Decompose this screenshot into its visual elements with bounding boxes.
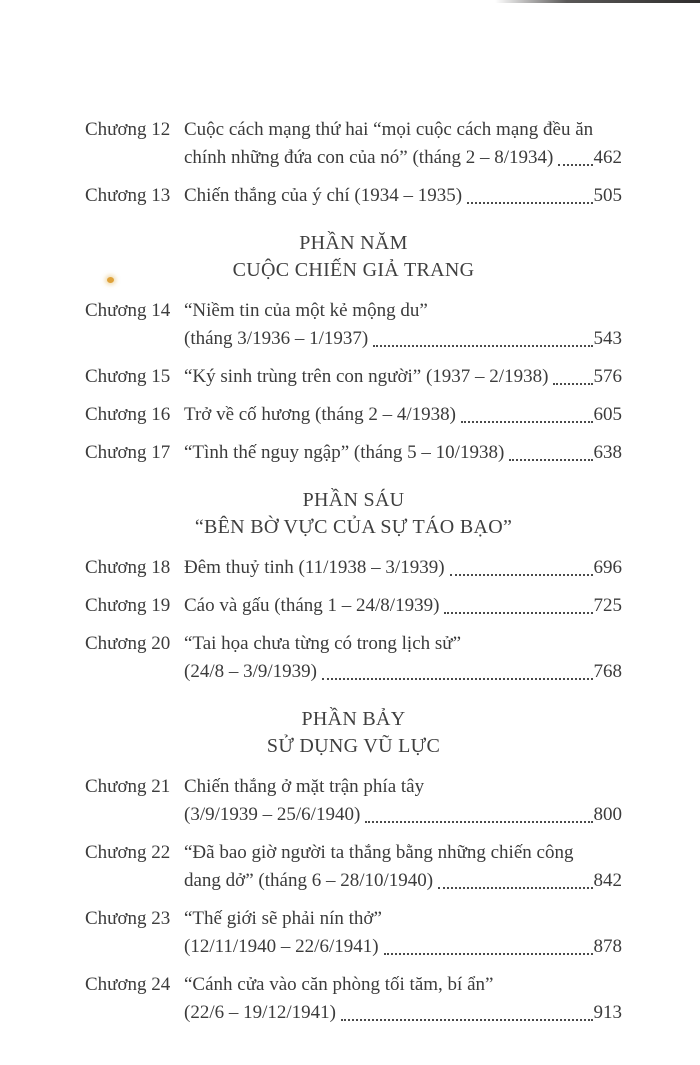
section-heading (85, 487, 622, 541)
toc-line (184, 592, 622, 620)
chapter-title-text: dang dở” (tháng 6 – 28/10/1940) (184, 870, 434, 891)
chapter-title-text: “Tình thế nguy ngập” (tháng 5 – 10/1938) (184, 442, 505, 463)
chapter-title-text: (12/11/1940 – 22/6/1941) (184, 936, 379, 957)
chapter-label: Chương 20 (85, 633, 171, 654)
chapter-title-column (184, 363, 622, 391)
dot-leader (461, 421, 593, 423)
chapter-title-text: “Thế giới sẽ phải nín thở” (184, 908, 382, 929)
chapter-title-column (184, 839, 622, 895)
toc-line (184, 439, 622, 467)
chapter-label: Chương 17 (85, 442, 171, 463)
toc-line (184, 401, 622, 429)
toc-line (184, 773, 622, 801)
toc-entry (85, 439, 622, 467)
toc-entry (85, 297, 622, 353)
chapter-title-column (184, 439, 622, 467)
toc-line (184, 182, 622, 210)
toc-entry (85, 971, 622, 1027)
chapter-title-text: “Ký sinh trùng trên con người” (1937 – 2/1938) (184, 366, 549, 387)
toc-entry (85, 363, 622, 391)
chapter-title-text: “Đã bao giờ người ta thắng bằng những chiến công (184, 842, 574, 863)
toc-line (184, 658, 622, 686)
dot-leader (373, 345, 592, 347)
page-number: 605 (593, 404, 622, 425)
chapter-label: Chương 12 (85, 119, 171, 140)
toc-line (184, 630, 622, 658)
chapter-title-column (184, 971, 622, 1027)
chapter-label: Chương 13 (85, 185, 171, 206)
chapter-title-text: Chiến thắng của ý chí (1934 – 1935) (184, 185, 463, 206)
chapter-title-column (184, 297, 622, 353)
toc-line (184, 999, 622, 1027)
toc-entry (85, 773, 622, 829)
chapter-title-text: Cáo và gấu (tháng 1 – 24/8/1939) (184, 595, 440, 616)
chapter-label: Chương 24 (85, 974, 171, 995)
toc-entry (85, 839, 622, 895)
dot-leader (553, 383, 592, 385)
toc-line (184, 867, 622, 895)
section-heading (85, 230, 622, 284)
chapter-label: Chương 22 (85, 842, 171, 863)
page-number: 505 (593, 185, 622, 206)
chapter-label: Chương 19 (85, 595, 171, 616)
chapter-title-text: (22/6 – 19/12/1941) (184, 1002, 336, 1023)
dot-leader (341, 1019, 593, 1021)
chapter-title-column (184, 182, 622, 210)
page-number: 576 (593, 366, 622, 387)
chapter-label: Chương 18 (85, 557, 171, 578)
toc-line (184, 839, 622, 867)
chapter-title-text: Đêm thuỷ tinh (11/1938 – 3/1939) (184, 557, 445, 578)
toc-entry (85, 554, 622, 582)
chapter-title-column (184, 592, 622, 620)
chapter-label: Chương 15 (85, 366, 171, 387)
page-number: 913 (593, 1002, 622, 1023)
section-heading-line: PHẦN SÁU (302, 489, 405, 511)
toc-line (184, 554, 622, 582)
toc-entry (85, 116, 622, 172)
toc-entry (85, 905, 622, 961)
page-number: 768 (593, 661, 622, 682)
page-number: 725 (593, 595, 622, 616)
toc-line (184, 116, 622, 144)
page-number: 878 (593, 936, 622, 957)
dot-leader (509, 459, 592, 461)
chapter-label: Chương 21 (85, 776, 171, 797)
chapter-title-text: “Niềm tin của một kẻ mộng du” (184, 300, 428, 321)
toc-line (184, 325, 622, 353)
chapter-title-column (184, 554, 622, 582)
section-heading-line: SỬ DỤNG VŨ LỰC (266, 735, 441, 757)
dot-leader (384, 953, 593, 955)
toc-line (184, 363, 622, 391)
toc-line (184, 144, 622, 172)
section-heading-line: PHẦN BẢY (301, 708, 406, 730)
chapter-title-column (184, 116, 622, 172)
chapter-title-column (184, 401, 622, 429)
toc-entry (85, 401, 622, 429)
chapter-title-text: “Tai họa chưa từng có trong lịch sử” (184, 633, 462, 654)
chapter-label: Chương 14 (85, 300, 171, 321)
chapter-title-text: Chiến thắng ở mặt trận phía tây (184, 776, 425, 797)
chapter-title-text: “Cánh cửa vào căn phòng tối tăm, bí ẩn” (184, 974, 494, 995)
chapter-title-text: (3/9/1939 – 25/6/1940) (184, 804, 361, 825)
dot-leader (450, 574, 593, 576)
dot-leader (438, 887, 592, 889)
chapter-title-column (184, 630, 622, 686)
chapter-title-column (184, 905, 622, 961)
scan-edge-shadow (495, 0, 700, 3)
dot-leader (322, 678, 593, 680)
section-heading-line: “BÊN BỜ VỰC CỦA SỰ TÁO BẠO” (194, 516, 513, 538)
dot-leader (467, 202, 592, 204)
chapter-title-text: chính những đứa con của nó” (tháng 2 – 8/1934) (184, 147, 554, 168)
chapter-title-text: Cuộc cách mạng thứ hai “mọi cuộc cách mạng đều ăn (184, 119, 594, 140)
toc-line (184, 971, 622, 999)
toc-entry (85, 182, 622, 210)
page-number: 638 (593, 442, 622, 463)
chapter-title-text: (tháng 3/1936 – 1/1937) (184, 328, 369, 349)
toc-line (184, 933, 622, 961)
page-number: 696 (593, 557, 622, 578)
section-heading-line: CUỘC CHIẾN GIẢ TRANG (232, 259, 475, 281)
chapter-label: Chương 16 (85, 404, 171, 425)
section-heading (85, 706, 622, 760)
page-number: 842 (593, 870, 622, 891)
chapter-label: Chương 23 (85, 908, 171, 929)
toc-line (184, 297, 622, 325)
page-number: 800 (593, 804, 622, 825)
page-number: 462 (593, 147, 622, 168)
section-heading-line: PHẦN NĂM (299, 232, 408, 254)
toc-line (184, 905, 622, 933)
toc-line (184, 801, 622, 829)
dot-leader (365, 821, 592, 823)
toc-entry (85, 630, 622, 686)
chapter-title-column (184, 773, 622, 829)
dot-leader (558, 164, 592, 166)
toc (85, 116, 622, 1037)
chapter-title-text: (24/8 – 3/9/1939) (184, 661, 317, 682)
chapter-title-text: Trở về cố hương (tháng 2 – 4/1938) (184, 404, 456, 425)
page-number: 543 (593, 328, 622, 349)
toc-entry (85, 592, 622, 620)
dot-leader (444, 612, 592, 614)
